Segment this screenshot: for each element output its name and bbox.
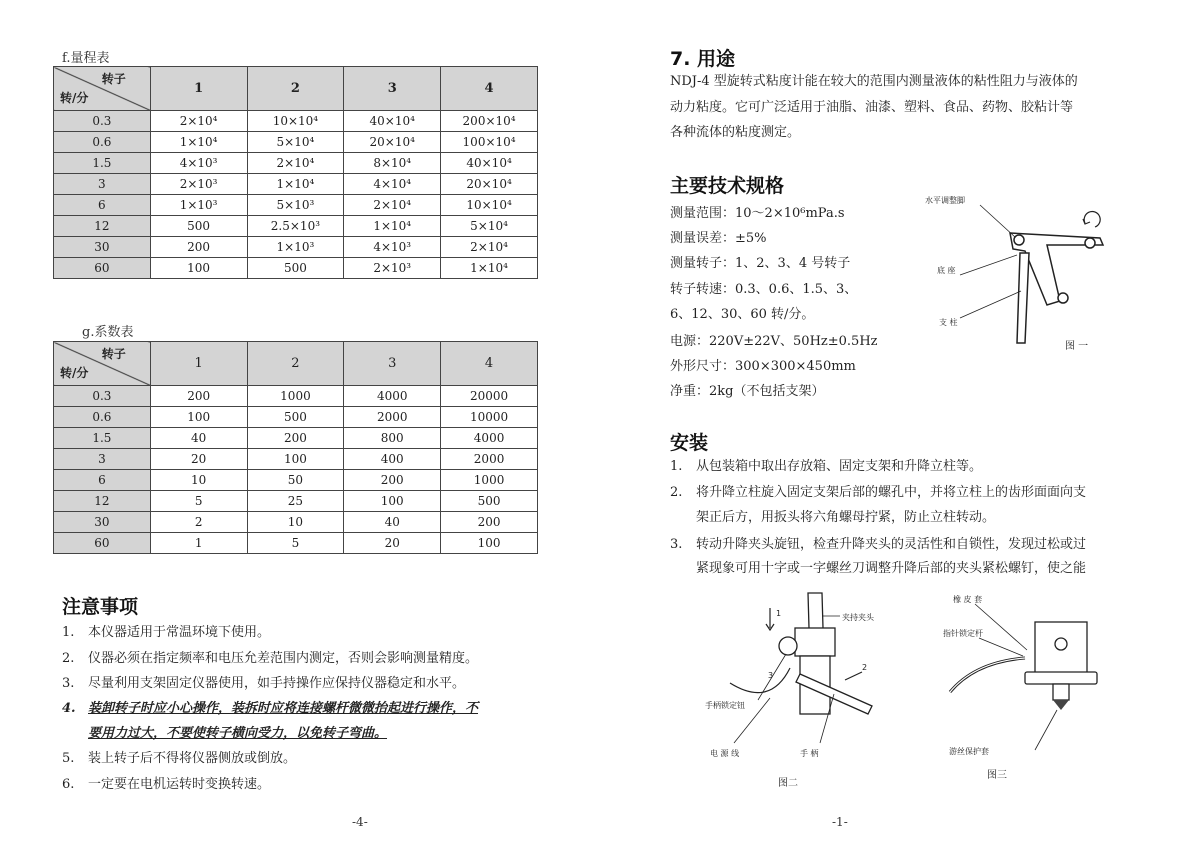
row-header-speed: 1.5	[54, 153, 151, 174]
table-row	[54, 512, 538, 533]
figure-2-clamp-diagram	[700, 588, 900, 793]
svg-text:2: 2	[862, 663, 868, 672]
specs-title: 主要技术规格	[670, 175, 785, 197]
range-table	[53, 66, 538, 279]
range-table-caption: f.量程表	[62, 51, 110, 66]
row-header-speed: 6	[54, 470, 151, 491]
page-number: -1-	[832, 815, 848, 829]
spec-line: 测量转子：1、2、3、4 号转子	[670, 256, 851, 271]
table-row	[54, 132, 538, 153]
table-cell: 2×10⁴	[441, 237, 538, 258]
column-header: 4	[441, 342, 538, 386]
spec-line: 外形尺寸：300×300×450mm	[670, 359, 856, 374]
table-cell: 500	[441, 491, 538, 512]
table-cell: 4×10³	[150, 153, 247, 174]
table-cell: 2×10³	[344, 258, 441, 279]
note-item: 2. 仪器必须在指定频率和电压允差范围内测定，否则会影响测量精度。	[62, 651, 479, 666]
row-header-speed: 0.6	[54, 132, 151, 153]
table-corner-cell	[54, 67, 151, 111]
note-item: 3. 尽量利用支架固定仪器使用，如手持操作应保持仪器稳定和水平。	[62, 676, 466, 691]
row-header-speed: 60	[54, 533, 151, 554]
table-cell: 20×10⁴	[441, 174, 538, 195]
table-cell: 2.5×10³	[247, 216, 344, 237]
column-header: 3	[344, 67, 441, 111]
table-cell: 4×10⁴	[344, 174, 441, 195]
table-cell: 2000	[344, 407, 441, 428]
spec-line: 测量范围：10～2×10⁶mPa.s	[670, 206, 845, 221]
note-item-emphasis: 4. 装卸转子时应小心操作，装拆时应将连接螺杆微微抬起进行操作，不	[62, 701, 479, 716]
table-cell: 5×10⁴	[441, 216, 538, 237]
fig2-caption: 图二	[778, 778, 798, 789]
table-cell: 2000	[441, 449, 538, 470]
row-header-speed: 12	[54, 491, 151, 512]
table-cell: 2×10⁴	[247, 153, 344, 174]
row-header-speed: 0.3	[54, 111, 151, 132]
usage-title: 7. 用途	[670, 48, 736, 70]
page-number: -4-	[352, 815, 368, 829]
table-cell: 2×10⁴	[344, 195, 441, 216]
column-header: 2	[247, 342, 344, 386]
table-row	[54, 153, 538, 174]
spec-line: 测量误差：±5%	[670, 231, 767, 246]
row-header-speed: 3	[54, 174, 151, 195]
table-corner-cell	[54, 342, 151, 386]
table-cell: 400	[344, 449, 441, 470]
table-cell: 500	[247, 258, 344, 279]
table-cell: 1×10³	[150, 195, 247, 216]
spec-line: 电源：220V±22V、50Hz±0.5Hz	[670, 334, 878, 349]
table-row	[54, 258, 538, 279]
table-cell: 20×10⁴	[344, 132, 441, 153]
table-cell: 1000	[441, 470, 538, 491]
table-cell: 10×10⁴	[247, 111, 344, 132]
row-header-speed: 30	[54, 512, 151, 533]
column-header: 4	[441, 67, 538, 111]
table-cell: 800	[344, 428, 441, 449]
note-item: 6. 一定要在电机运转时变换转速。	[62, 777, 271, 792]
corner-speed-label: 转/分	[60, 366, 89, 380]
fig1-label-base: 底 座	[937, 266, 956, 275]
row-header-speed: 3	[54, 449, 151, 470]
fig2-label-knob: 手柄锁定钮	[705, 701, 745, 710]
table-cell: 1×10⁴	[247, 174, 344, 195]
corner-rotor-label: 转子	[101, 72, 126, 86]
note-item: 1. 本仪器适用于常温环境下使用。	[62, 625, 271, 640]
table-cell: 20	[344, 533, 441, 554]
spec-line: 净重：2kg（不包括支架）	[670, 384, 825, 399]
table-cell: 40×10⁴	[441, 153, 538, 174]
install-item: 3. 转动升降夹头旋钮，检查升降夹头的灵活性和自锁性，发现过松或过	[670, 537, 1087, 552]
table-cell: 40	[344, 512, 441, 533]
column-header: 3	[344, 342, 441, 386]
install-item: 1. 从包装箱中取出存放箱、固定支架和升降立柱等。	[670, 459, 983, 474]
table-cell: 200	[150, 386, 247, 407]
spec-line: 6、12、30、60 转/分。	[670, 307, 815, 322]
table-row	[54, 195, 538, 216]
table-cell: 100	[150, 258, 247, 279]
table-cell: 1×10³	[247, 237, 344, 258]
table-cell: 1000	[247, 386, 344, 407]
table-cell: 200	[150, 237, 247, 258]
row-header-speed: 1.5	[54, 428, 151, 449]
table-cell: 4000	[344, 386, 441, 407]
table-cell: 2	[150, 512, 247, 533]
table-cell: 500	[150, 216, 247, 237]
table-row	[54, 407, 538, 428]
table-cell: 1	[150, 533, 247, 554]
table-row	[54, 449, 538, 470]
table-cell: 10	[247, 512, 344, 533]
fig3-label-pointer: 指针锁定杆	[943, 629, 983, 638]
table-row	[54, 533, 538, 554]
usage-line: 动力粘度。它可广泛适用于油脂、油漆、塑料、食品、药物、胶粘计等	[670, 100, 1074, 115]
table-cell: 2×10⁴	[150, 111, 247, 132]
table-row	[54, 216, 538, 237]
table-cell: 100	[150, 407, 247, 428]
notes-title: 注意事项	[62, 596, 139, 618]
table-cell: 500	[247, 407, 344, 428]
table-cell: 5	[150, 491, 247, 512]
coef-table	[53, 341, 538, 554]
table-cell: 25	[247, 491, 344, 512]
table-cell: 40×10⁴	[344, 111, 441, 132]
table-cell: 5×10³	[247, 195, 344, 216]
table-cell: 200×10⁴	[441, 111, 538, 132]
column-header: 2	[247, 67, 344, 111]
table-row	[54, 470, 538, 491]
table-cell: 1×10⁴	[344, 216, 441, 237]
table-row	[54, 428, 538, 449]
svg-text:1: 1	[776, 609, 782, 618]
corner-rotor-label: 转子	[101, 347, 126, 361]
fig1-label-pillar: 支 柱	[939, 318, 958, 327]
row-header-speed: 0.3	[54, 386, 151, 407]
fig2-label-cable: 电 源 线	[710, 749, 740, 758]
table-cell: 10×10⁴	[441, 195, 538, 216]
install-item: 2. 将升降立柱旋入固定支架后部的螺孔中，并将立柱上的齿形面面向支	[670, 485, 1087, 500]
install-item-cont: 架正后方，用扳头将六角螺母拧紧，防止立柱转动。	[696, 510, 996, 525]
right-page	[600, 0, 1200, 848]
table-cell: 100	[441, 533, 538, 554]
spec-line: 转子转速：0.3、0.6、1.5、3、	[670, 282, 858, 297]
usage-line: NDJ-4 型旋转式粘度计能在较大的范围内测量液体的粘性阻力与液体的	[670, 74, 1078, 89]
column-header: 1	[150, 342, 247, 386]
column-header: 1	[150, 67, 247, 111]
table-row	[54, 111, 538, 132]
row-header-speed: 6	[54, 195, 151, 216]
table-cell: 8×10⁴	[344, 153, 441, 174]
coef-table-caption: g.系数表	[82, 325, 134, 340]
table-cell: 40	[150, 428, 247, 449]
figure-1-stand-diagram	[925, 193, 1125, 358]
row-header-speed: 12	[54, 216, 151, 237]
row-header-speed: 60	[54, 258, 151, 279]
usage-line: 各种流体的粘度测定。	[670, 125, 801, 140]
fig3-label-rubber: 橡 皮 套	[953, 595, 983, 604]
table-cell: 200	[344, 470, 441, 491]
figure-3-rotor-diagram	[935, 592, 1105, 787]
table-cell: 200	[247, 428, 344, 449]
fig2-label-handle: 手 柄	[800, 749, 819, 758]
fig3-label-spring: 游丝保护套	[949, 747, 989, 756]
install-title: 安装	[670, 432, 709, 454]
install-item-cont: 紧现象可用十字或一字螺丝刀调整升降后部的夹头紧松螺钉，使之能	[696, 561, 1087, 576]
table-row	[54, 174, 538, 195]
table-cell: 1×10⁴	[150, 132, 247, 153]
table-cell: 4×10³	[344, 237, 441, 258]
corner-speed-label: 转/分	[60, 91, 89, 105]
table-cell: 10	[150, 470, 247, 491]
table-cell: 5×10⁴	[247, 132, 344, 153]
fig2-label-clamp: 夹持夹头	[842, 613, 874, 622]
table-row	[54, 491, 538, 512]
table-cell: 5	[247, 533, 344, 554]
table-cell: 100	[247, 449, 344, 470]
table-cell: 50	[247, 470, 344, 491]
row-header-speed: 30	[54, 237, 151, 258]
table-cell: 20	[150, 449, 247, 470]
table-cell: 200	[441, 512, 538, 533]
fig3-caption: 图三	[987, 770, 1007, 781]
table-row	[54, 386, 538, 407]
table-cell: 4000	[441, 428, 538, 449]
table-row	[54, 237, 538, 258]
fig1-caption: 图 一	[1065, 341, 1089, 352]
table-cell: 2×10³	[150, 174, 247, 195]
table-cell: 1×10⁴	[441, 258, 538, 279]
row-header-speed: 0.6	[54, 407, 151, 428]
table-cell: 20000	[441, 386, 538, 407]
svg-text:3: 3	[768, 671, 774, 680]
note-item-emphasis-cont: 要用力过大，不要使转子横向受力，以免转子弯曲。	[88, 726, 388, 741]
table-cell: 100×10⁴	[441, 132, 538, 153]
table-cell: 100	[344, 491, 441, 512]
fig1-label-level: 水平调整脚	[925, 196, 965, 205]
table-cell: 10000	[441, 407, 538, 428]
note-item: 5. 装上转子后不得将仪器侧放或倒放。	[62, 751, 297, 766]
